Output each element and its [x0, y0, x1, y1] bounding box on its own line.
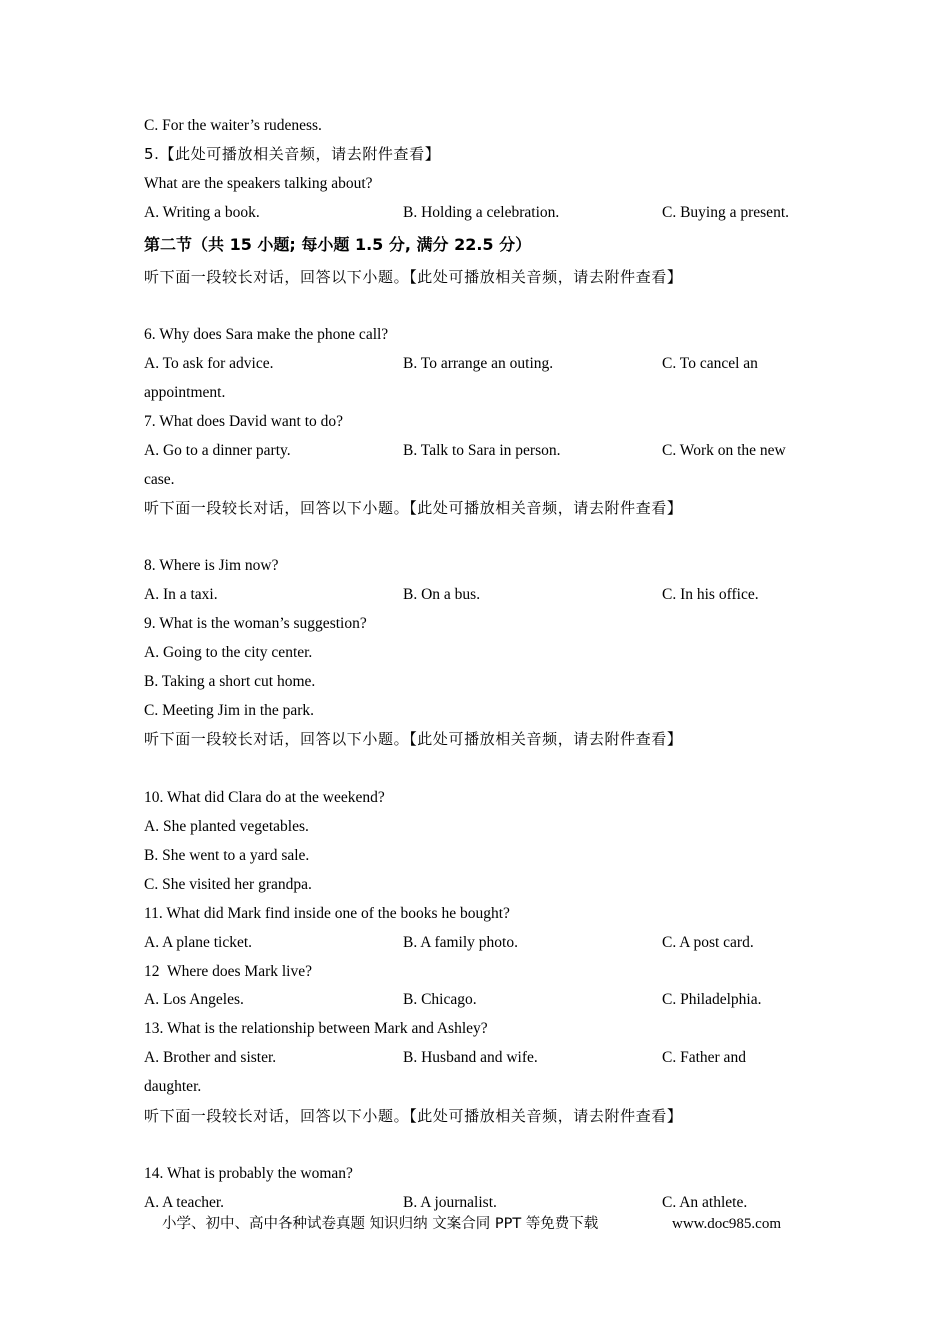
q11-option-b: B. A family photo.	[403, 934, 518, 951]
q5-question: What are the speakers talking about?	[144, 175, 373, 192]
q5-audio-stem: 5.【此处可播放相关音频，请去附件查看】	[144, 145, 441, 163]
q11-option-a: A. A plane ticket.	[144, 934, 253, 951]
q13-option-c-continued: daughter.	[144, 1078, 202, 1095]
q8-option-b: B. On a bus.	[403, 586, 481, 603]
q9-question: 9. What is the woman’s suggestion?	[144, 615, 367, 632]
section-2-heading: 第二节（共 15 小题; 每小题 1.5 分, 满分 22.5 分）	[144, 235, 532, 254]
dialog-intro-1: 听下面一段较长对话，回答以下小题。【此处可播放相关音频，请去附件查看】	[144, 268, 683, 286]
q14-question: 14. What is probably the woman?	[144, 1165, 353, 1182]
q13-option-b: B. Husband and wife.	[403, 1049, 538, 1066]
q7-option-c: C. Work on the new	[662, 442, 786, 459]
q6-option-c: C. To cancel an	[662, 355, 758, 372]
q8-question: 8. Where is Jim now?	[144, 557, 279, 574]
q8-option-a: A. In a taxi.	[144, 586, 218, 603]
q12-option-c: C. Philadelphia.	[662, 991, 762, 1008]
q13-option-c: C. Father and	[662, 1049, 746, 1066]
dialog-intro-4: 听下面一段较长对话，回答以下小题。【此处可播放相关音频，请去附件查看】	[144, 1107, 683, 1125]
q6-question: 6. Why does Sara make the phone call?	[144, 326, 389, 343]
footer-promo-text: 小学、初中、高中各种试卷真题 知识归纳 文案合同 PPT 等免费下载	[162, 1216, 599, 1232]
q12-question: 12 Where does Mark live?	[144, 963, 313, 980]
q7-question: 7. What does David want to do?	[144, 413, 344, 430]
q13-question: 13. What is the relationship between Mark and Ashley?	[144, 1020, 488, 1037]
q5-option-c: C. Buying a present.	[662, 204, 789, 221]
q5-option-a: A. Writing a book.	[144, 204, 260, 221]
q12-option-b: B. Chicago.	[403, 991, 477, 1008]
dialog-intro-3: 听下面一段较长对话，回答以下小题。【此处可播放相关音频，请去附件查看】	[144, 730, 683, 748]
q5-option-b: B. Holding a celebration.	[403, 204, 560, 221]
q9-option-b: B. Taking a short cut home.	[144, 673, 316, 690]
q4-option-c: C. For the waiter’s rudeness.	[144, 117, 322, 134]
q14-option-c: C. An athlete.	[662, 1194, 748, 1211]
q10-option-c: C. She visited her grandpa.	[144, 876, 312, 893]
q6-option-b: B. To arrange an outing.	[403, 355, 554, 372]
q14-option-b: B. A journalist.	[403, 1194, 497, 1211]
q11-question: 11. What did Mark find inside one of the books he bought?	[144, 905, 510, 922]
q12-option-a: A. Los Angeles.	[144, 991, 244, 1008]
q6-option-a: A. To ask for advice.	[144, 355, 274, 372]
q14-option-a: A. A teacher.	[144, 1194, 225, 1211]
q9-option-a: A. Going to the city center.	[144, 644, 313, 661]
q10-option-b: B. She went to a yard sale.	[144, 847, 310, 864]
q7-option-a: A. Go to a dinner party.	[144, 442, 291, 459]
q10-option-a: A. She planted vegetables.	[144, 818, 309, 835]
q10-question: 10. What did Clara do at the weekend?	[144, 789, 385, 806]
q13-option-a: A. Brother and sister.	[144, 1049, 277, 1066]
q9-option-c: C. Meeting Jim in the park.	[144, 702, 315, 719]
q7-option-c-continued: case.	[144, 471, 175, 488]
q6-option-c-continued: appointment.	[144, 384, 226, 401]
q11-option-c: C. A post card.	[662, 934, 754, 951]
footer-site-link[interactable]: www.doc985.com	[672, 1216, 782, 1232]
q8-option-c: C. In his office.	[662, 586, 759, 603]
q7-option-b: B. Talk to Sara in person.	[403, 442, 561, 459]
dialog-intro-2: 听下面一段较长对话，回答以下小题。【此处可播放相关音频，请去附件查看】	[144, 499, 683, 517]
